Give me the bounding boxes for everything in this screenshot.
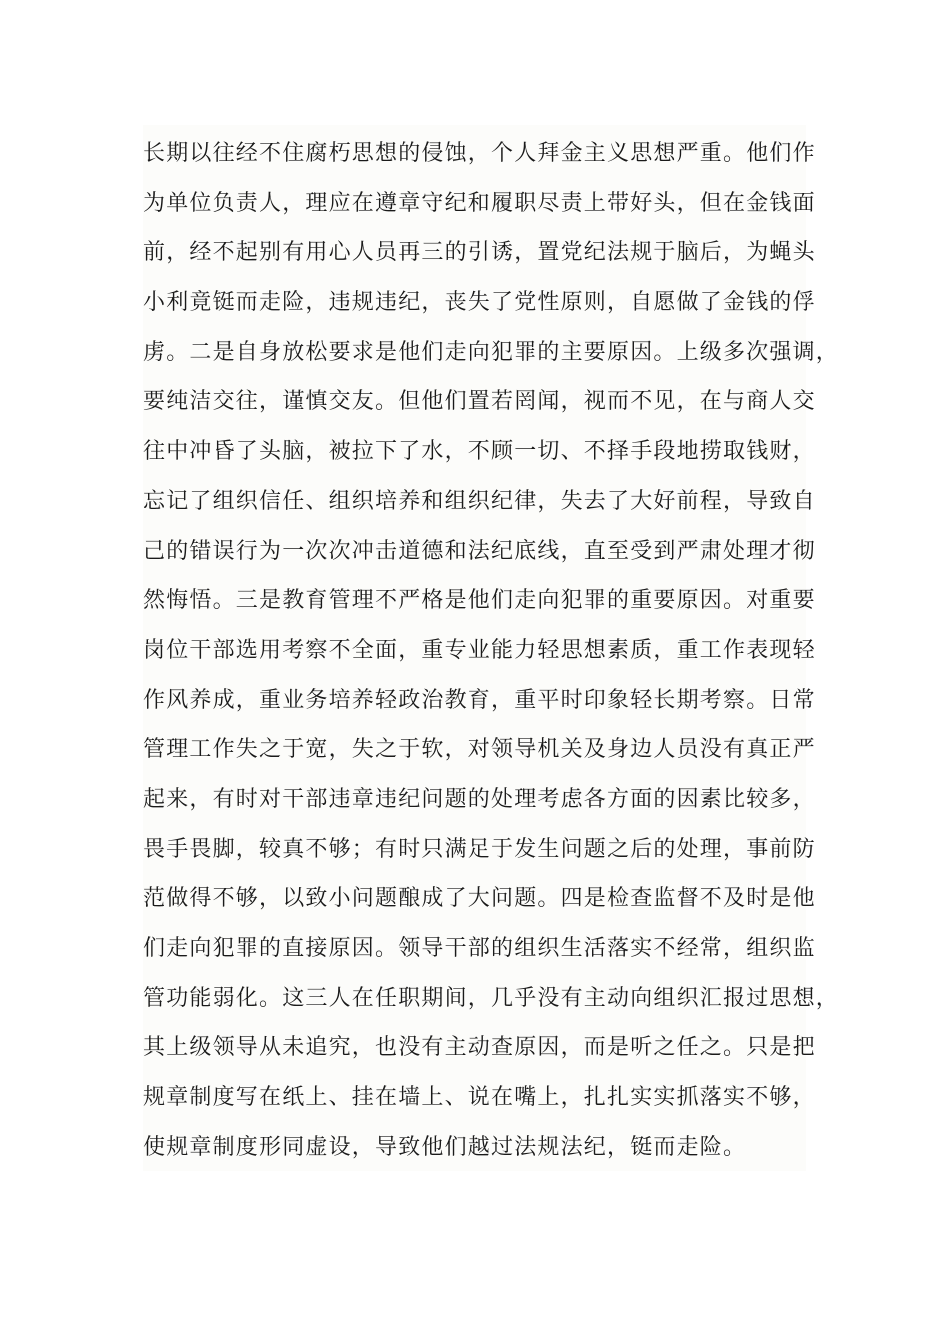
text-line: 虏。二是自身放松要求是他们走向犯罪的主要原因。上级多次强调， [143,339,840,365]
document-body [143,125,840,1171]
text-line: 作风养成，重业务培养轻政治教育，重平时印象轻长期考察。日常 [143,687,816,713]
text-line: 起来，有时对干部违章违纪问题的处理考虑各方面的因素比较多， [143,786,816,812]
text-line: 忘记了组织信任、组织培养和组织纪律，失去了大好前程，导致自 [143,488,816,514]
text-line: 往中冲昏了头脑，被拉下了水，不顾一切、不择手段地捞取钱财， [143,439,816,465]
text-line: 小利竟铤而走险，违规违纪，丧失了党性原则，自愿做了金钱的俘 [143,290,816,316]
text-line: 范做得不够，以致小问题酿成了大问题。四是检查监督不及时是他 [143,886,816,912]
text-line: 们走向犯罪的直接原因。领导干部的组织生活落实不经常，组织监 [143,936,816,961]
text-line: 然悔悟。三是教育管理不严格是他们走向犯罪的重要原因。对重要 [143,588,816,614]
text-line: 要纯洁交往，谨慎交友。但他们置若罔闻，视而不见，在与商人交 [143,389,816,415]
text-line: 管功能弱化。这三人在任职期间，几乎没有主动向组织汇报过思想， [143,985,840,1011]
text-line: 长期以往经不住腐朽思想的侵蚀，个人拜金主义思想严重。他们作 [143,141,816,166]
text-line: 为单位负责人，理应在遵章守纪和履职尽责上带好头，但在金钱面 [143,190,816,216]
text-line: 己的错误行为一次次冲击道德和法纪底线，直至受到严肃处理才彻 [143,538,816,564]
text-line: 畏手畏脚，较真不够；有时只满足于发生问题之后的处理，事前防 [143,836,816,862]
text-line: 前，经不起别有用心人员再三的引诱，置党纪法规于脑后，为蝇头 [143,240,816,266]
text-line: 其上级领导从未追究，也没有主动查原因，而是听之任之。只是把 [143,1035,816,1061]
text-line: 管理工作失之于宽，失之于软，对领导机关及身边人员没有真正严 [143,737,816,763]
text-line: 使规章制度形同虚设，导致他们越过法规法纪，铤而走险。 [143,1134,747,1160]
text-line: 岗位干部选用考察不全面，重专业能力轻思想素质，重工作表现轻 [143,637,816,663]
text-line: 规章制度写在纸上、挂在墙上、说在嘴上，扎扎实实抓落实不够， [143,1085,816,1111]
